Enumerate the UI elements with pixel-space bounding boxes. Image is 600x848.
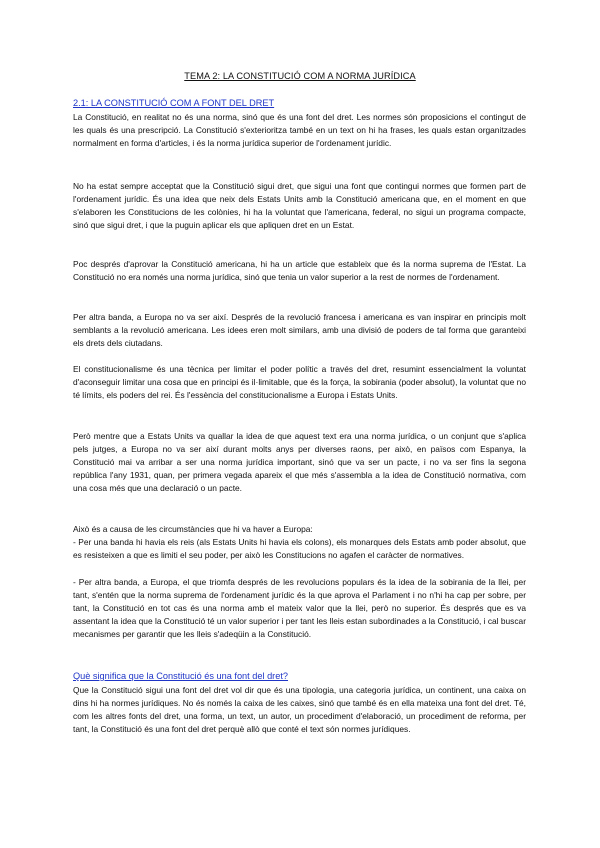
paragraph-3: Poc després d'aprovar la Constitució americana, hi ha un article que estableix que és la norma suprema de l'Estat. La Constitució no era només una norma jurídica, sinó que tenia un valor superior a la rest de normes de l'ordenament.: [73, 259, 526, 283]
document-title: TEMA 2: LA CONSTITUCIÓ COM A NORMA JURÍDICA: [184, 71, 416, 81]
paragraph-6: Però mentre que a Estats Units va quallar la idea de que aquest text era una norma jurídica, o un conjunt que s'aplica pels jutges, a Europa no va ser així durant molts anys per diverses raons, per això, en països com Espanya, la Constitució mai va arribar a ser una norma jurídica important, sinó que va ser un pacte, i no va ser fins la segona república l'any 1931, quan, per primera vegada apareix el que més s'assembla a la idea de Constitució normativa, com una cosa més que una declaració o un pacte.: [73, 431, 526, 494]
paragraph-5: El constitucionalisme és una tècnica per limitar el poder polític a través del dret, resumint essencialment la voluntat d'aconseguir limitar una cosa que en principi és il·limitable, que és la força, la sobirania (poder absolut), la voluntat que no té límits, els poders del rei. És l'essència del constitucionalisme a Europa i Estats Units.: [73, 364, 526, 401]
paragraph-7: Això és a causa de les circumstàncies que hi va haver a Europa:: [73, 524, 313, 534]
paragraph-10: Que la Constitució sigui una font del dret vol dir que és una tipologia, una categoria jurídica, un continent, una caixa on dins hi ha normes jurídiques. No és només la caixa de les caixes, sinó que també és en ella mateixa una font del dret. Té, com les altres fonts del dret, una forma, un text, un autor, un procediment d'elaboració, un procediment de reforma, per tant, la Constitució és una font del dret perquè allò que conté el text són normes jurídiques.: [73, 685, 526, 735]
paragraph-9: - Per altra banda, a Europa, el que triomfa després de les revolucions populars és la idea de la sobirania de la llei, per tant, s'entén que la norma suprema de l'ordenament jurídic és la que aprova el Parlament i no n'hi ha cap per sobre, per tant, la Constitució en tot cas és una norma amb el mateix valor que la llei, però no superior. És després que es va assentant la idea que la Constitució té un valor superior i per tant les lleis estan subordinades a la Constitució, i cal buscar mecanismes per garantir que les lleis s'adeqüin a la Constitució.: [73, 577, 526, 640]
paragraph-1: La Constitució, en realitat no és una norma, sinó que és una font del dret. Les normes són proposicions el contingut de les quals és una prescripció. La Constitució s'exterioritza també en un text on hi ha frases, les quals estan organitzades normalment en forma d'articles, i és la norma jurídica superior de l'ordenament jurídic.: [73, 112, 526, 149]
paragraph-2: No ha estat sempre acceptat que la Constitució sigui dret, que sigui una font que contingui normes que formen part de l'ordenament jurídic. És una idea que neix dels Estats Units amb la Constitució americana que, en el moment en que s'elaboren les Constitucions de les colònies, hi ha la voluntat que l'americana, federal, no sigui un programa compacte, sinó que sigui dret, i que la puguin aplicar els que apliquen dret en un Estat.: [73, 181, 526, 231]
section-heading-sources[interactable]: 2.1: LA CONSTITUCIÓ COM A FONT DEL DRET: [73, 98, 275, 108]
paragraph-4: Per altra banda, a Europa no va ser així. Després de la revolució francesa i americana es van inspirar en principis molt semblants a la revolució americana. Les idees eren molt similars, amb una divisió de poders de tal forma que garanteixi els drets dels ciutadans.: [73, 312, 526, 349]
paragraph-8: - Per una banda hi havia els reis (als Estats Units hi havia els colons), els monarques dels Estats amb poder absolut, que es resisteixen a que es limiti el seu poder, per això les Constitucions no agafen el caràcter de normatives.: [73, 537, 526, 561]
section-heading-question[interactable]: Què significa que la Constitució és una font del dret?: [73, 671, 289, 681]
